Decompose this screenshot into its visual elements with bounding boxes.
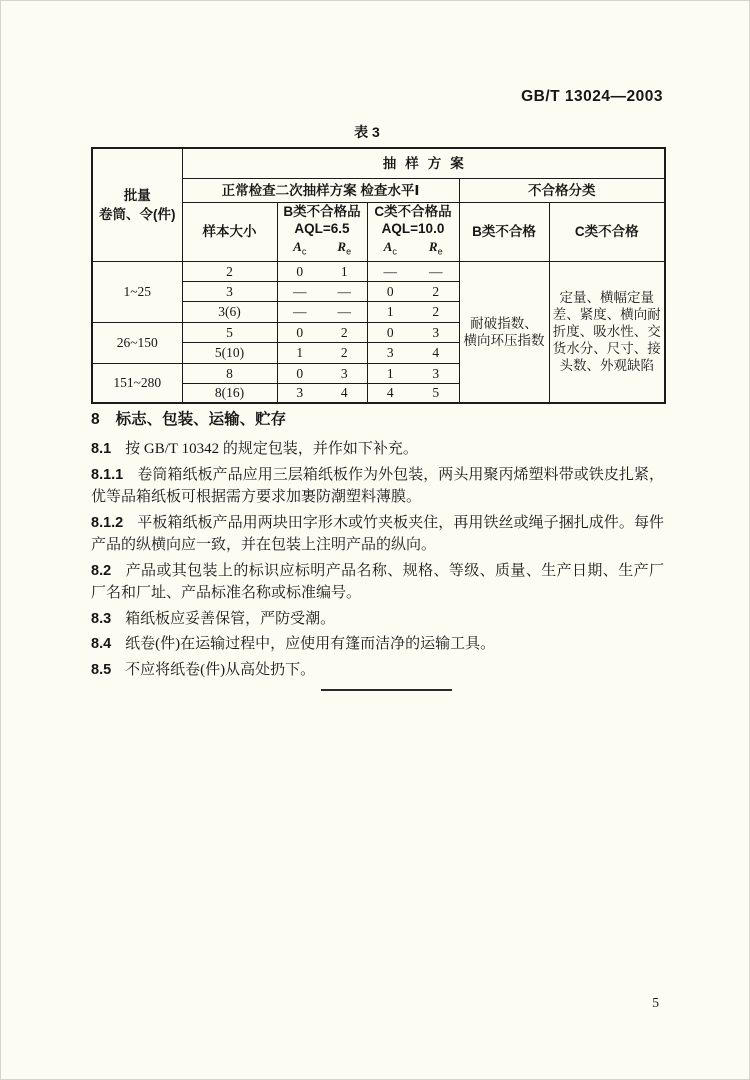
clause-8-5 — [91, 659, 664, 682]
clause-8-1 — [91, 438, 664, 461]
sampling-plan-header: 抽样方案 — [182, 148, 665, 178]
c-values-cell: 1 2 — [367, 301, 459, 322]
end-of-document-rule — [321, 689, 452, 691]
sample-size-cell: 3 — [182, 281, 277, 301]
batch-header-cell — [92, 148, 182, 261]
c-ac-symbol: $A_c$ — [383, 238, 397, 257]
clause-number: 8.2 — [91, 562, 112, 579]
clause-8-2 — [91, 560, 664, 605]
sampling-plan-table — [91, 147, 666, 404]
sample-size-header: 样本大小 — [182, 202, 277, 261]
clause-section — [91, 408, 664, 684]
b-items-line2: 横向环压指数 — [463, 332, 545, 348]
c-defective-label: C类不合格品 — [374, 203, 452, 219]
b-values-cell: 0 2 — [277, 322, 367, 342]
clause-8-4 — [91, 633, 664, 656]
c-values-cell: 1 3 — [367, 363, 459, 383]
b-items-line1: 耐破指数、 — [470, 315, 538, 331]
clause-number: 8.1.1 — [91, 466, 124, 483]
section-number: 8 — [91, 411, 100, 428]
b-values-cell: 1 2 — [277, 342, 367, 363]
batch-range-cell: 151~280 — [92, 363, 182, 403]
sample-size-cell: 2 — [182, 261, 277, 281]
clause-8-1-1 — [91, 464, 664, 509]
clause-text: 不应将纸卷(件)从高处扔下。 — [125, 661, 316, 678]
b-defective-label: B类不合格品 — [283, 203, 361, 219]
b-values-cell: 0 1 — [277, 261, 367, 281]
clause-number: 8.1.2 — [91, 514, 124, 531]
clause-number: 8.5 — [91, 661, 112, 678]
c-nonconform-items-cell: 定量、横幅定量差、紧度、横向耐折度、吸水性、交货水分、尺寸、接头数、外观缺陷 — [549, 261, 665, 403]
sample-size-cell: 3(6) — [182, 301, 277, 322]
clause-8-1-2 — [91, 512, 664, 557]
clause-text: 产品或其包装上的标识应标明产品名称、规格、等级、质量、生产日期、生产厂厂名和厂址、产品标准名称或标准编号。 — [91, 562, 664, 601]
clause-text: 纸卷(件)在运输过程中，应使用有篷而洁净的运输工具。 — [125, 636, 496, 652]
c-values-cell: 0 2 — [367, 281, 459, 301]
c-values-cell: — — — [367, 261, 459, 281]
section-heading — [91, 408, 664, 431]
b-ac-re-labels — [278, 238, 367, 261]
sample-size-cell: 5(10) — [182, 342, 277, 363]
sample-size-cell: 8 — [182, 363, 277, 383]
c-values-cell: 4 5 — [367, 383, 459, 403]
c-aql-label: AQL=10.0 — [381, 221, 445, 236]
defect-classification-header: 不合格分类 — [459, 178, 665, 202]
batch-range-cell: 26~150 — [92, 322, 182, 363]
c-values-cell: 3 4 — [367, 342, 459, 363]
batch-range-cell: 1~25 — [92, 261, 182, 322]
b-values-cell: — — — [277, 301, 367, 322]
b-values-cell: — — — [277, 281, 367, 301]
clause-8-3 — [91, 608, 664, 631]
sample-size-cell: 8(16) — [182, 383, 277, 403]
sample-size-cell: 5 — [182, 322, 277, 342]
batch-label-line2: 卷筒、令(件) — [99, 206, 176, 222]
b-nonconform-header: B类不合格 — [459, 202, 549, 261]
standard-code: GB/T 13024—2003 — [521, 88, 663, 105]
b-values-cell: 0 3 — [277, 363, 367, 383]
b-values-cell: 3 4 — [277, 383, 367, 403]
b-ac-symbol: $A_c$ — [293, 238, 307, 257]
clause-number: 8.3 — [91, 610, 112, 627]
clause-number: 8.4 — [91, 636, 112, 652]
clause-text: 平板箱纸板产品用两块田字形木或竹夹板夹住，再用铁丝或绳子捆扎成件。每件产品的纵横向应一致，并在包装上注明产品的纵向。 — [91, 514, 664, 553]
b-aql-label: AQL=6.5 — [294, 221, 350, 236]
b-nonconform-items-cell — [459, 261, 549, 403]
normal-inspection-header: 正常检查二次抽样方案 检查水平Ⅰ — [182, 178, 459, 202]
page-number: 5 — [652, 995, 659, 1010]
c-defective-header — [367, 202, 459, 261]
table-caption: 表 3 — [354, 124, 380, 140]
c-ac-re-labels — [368, 238, 459, 261]
b-re-symbol: $R_e$ — [337, 238, 352, 257]
clause-text: 卷筒箱纸板产品应用三层箱纸板作为外包装，两头用聚丙烯塑料带或铁皮扎紧，优等品箱纸板可根据需方要求加裹防潮塑料薄膜。 — [91, 466, 664, 505]
c-re-symbol: $R_e$ — [428, 238, 443, 257]
c-values-cell: 0 3 — [367, 322, 459, 342]
b-defective-header — [277, 202, 367, 261]
clause-text: 按 GB/T 10342 的规定包装，并作如下补充。 — [125, 441, 418, 457]
clause-text: 箱纸板应妥善保管，严防受潮。 — [125, 610, 336, 627]
section-title: 标志、包装、运输、贮存 — [115, 411, 287, 428]
clause-number: 8.1 — [91, 441, 112, 457]
c-nonconform-header: C类不合格 — [549, 202, 665, 261]
batch-label-line1: 批量 — [123, 187, 151, 203]
